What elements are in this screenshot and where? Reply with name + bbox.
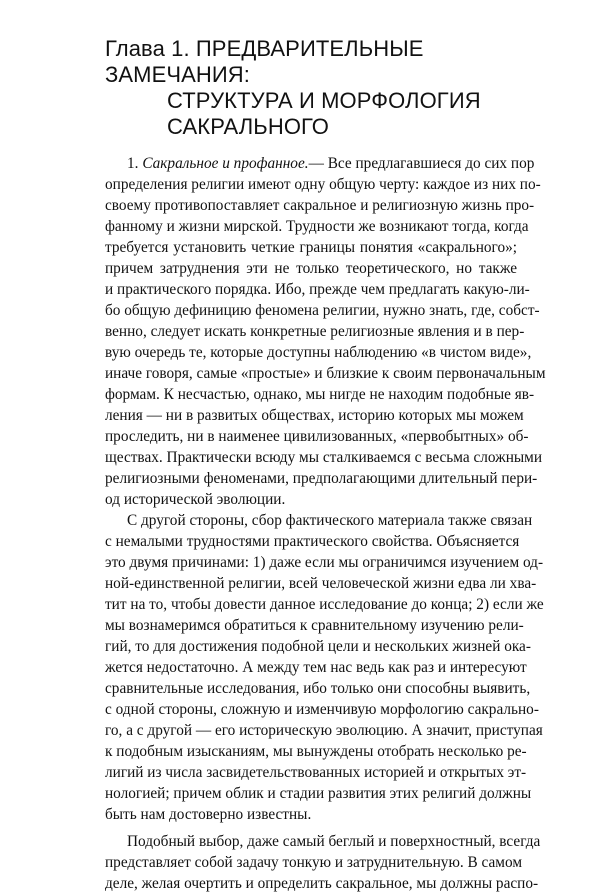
text-line: тит на то, чтобы довести данное исследование до конца; 2) если же — [105, 596, 544, 613]
text-line: гий, то для достижения подобной цели и нескольких жизней ока- — [105, 638, 531, 655]
text-line: ществах. Практически всюду мы сталкиваемся с весьма сложными — [105, 449, 543, 466]
text-line: к подобным изысканиям, мы вынуждены отобрать несколько ре- — [105, 743, 527, 760]
text-line: ления — ни в развитых обществах, историю которых мы можем — [105, 407, 524, 424]
section-number: 1. — [127, 155, 139, 172]
text-line: деле, желая очертить и определить сакральное, мы должны распо- — [105, 875, 539, 892]
text-line: жется недостаточно. А между тем нас ведь как раз и интересуют — [105, 659, 527, 676]
chapter-title-line: САКРАЛЬНОГО — [167, 114, 330, 139]
text-line: представляет собой задачу тонкую и затруднительную. В самом — [105, 854, 523, 871]
text-line: с немалыми трудностями практического свойства. Объясняется — [105, 533, 520, 550]
chapter-title — [105, 36, 565, 140]
text-line: венно, следует искать конкретные религиозные явления и в пер- — [105, 323, 525, 340]
text-line: и практического порядка. Ибо, прежде чем предлагать какую-ли- — [105, 281, 530, 298]
text-line: религиозными феноменами, предполагающими длительный пери- — [105, 470, 538, 487]
text-line: быть нам достоверно известны. — [105, 806, 312, 823]
text-line: с одной стороны, сложную и изменчивую морфологию сакрально- — [105, 701, 539, 718]
text-line: определения религии имеют одну общую черту: каждое из них по- — [105, 176, 541, 193]
text-line: го, а с другой — его историческую эволюцию. А значит, приступая — [105, 722, 543, 739]
text-line: своему противопоставляет сакральное и религиозную жизнь про- — [105, 197, 535, 214]
chapter-title-line: Глава 1. ПРЕДВАРИТЕЛЬНЫЕ ЗАМЕЧАНИЯ: — [105, 36, 424, 87]
body-text — [105, 153, 546, 894]
text-line: лигий из числа засвидетельствованных историей и открытых эт- — [105, 764, 527, 781]
chapter-title-line: СТРУКТУРА И МОРФОЛОГИЯ — [167, 88, 481, 113]
text-line: С другой стороны, сбор фактического материала также связан — [127, 512, 533, 529]
text-line: од исторической эволюции. — [105, 491, 286, 508]
text-line: причем затруднения эти не только теоретического, но также — [105, 260, 517, 277]
text-line: нологией; причем облик и стадии развития этих религий должны — [105, 785, 532, 802]
text-line: вую очередь те, которые доступны наблюдению «в чистом виде», — [105, 344, 532, 361]
text-line: проследить, ни в наименее цивилизованных, «первобытных» об- — [105, 428, 529, 445]
text-line: мы вознамеримся обратиться к сравнительному изучению рели- — [105, 617, 524, 634]
text-line: иначе говоря, самые «простые» и близкие к своим первоначальным — [105, 365, 546, 382]
text-line: формам. К несчастью, однако, мы нигде не находим подобные яв- — [105, 386, 535, 403]
text-line: ной-единственной религии, всей человеческой жизни едва ли хва- — [105, 575, 537, 592]
text-line: Подобный выбор, даже самый беглый и поверхностный, всегда — [127, 833, 541, 850]
section-heading: Сакральное и профанное. — [142, 155, 309, 172]
text-line: требуется установить четкие границы понятия «сакрального»; — [105, 239, 517, 256]
section-dash: — — [308, 155, 324, 172]
text-line: фанному и жизни мирской. Трудности же возникают тогда, когда — [105, 218, 529, 235]
text-line: бо общую дефиницию феномена религии, нужно знать, где, собст- — [105, 302, 540, 319]
text-line-rest: Все предлагавшиеся до сих пор — [327, 155, 535, 172]
text-line: это двумя причинами: 1) даже если мы ограничимся изучением од- — [105, 554, 544, 571]
text-line: сравнительные исследования, ибо только они способны выявить, — [105, 680, 531, 697]
text-line — [105, 153, 535, 174]
